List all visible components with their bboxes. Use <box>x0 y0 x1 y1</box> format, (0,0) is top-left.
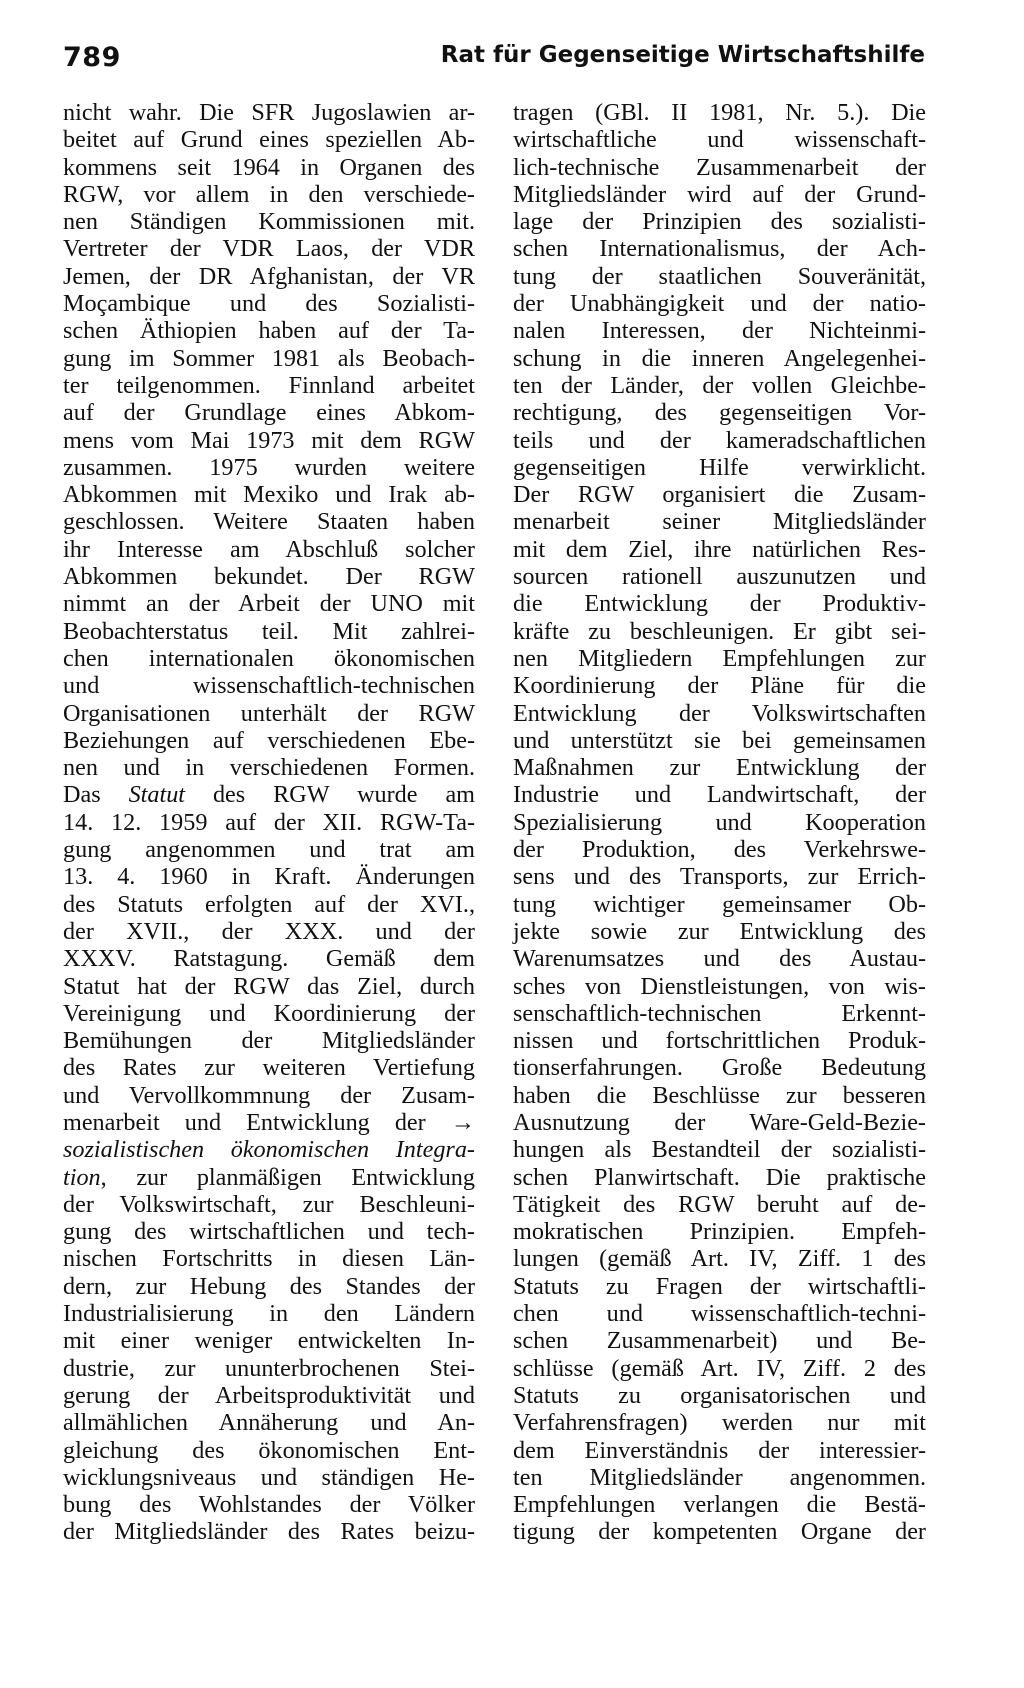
text-line: der XVII., der XXX. und der <box>63 917 475 945</box>
text-line: sourcen rationell auszunutzen und <box>513 563 926 591</box>
text-line: nimmt an der Arbeit der UNO mit <box>63 590 475 618</box>
text-line: des Statuts erfolgten auf der XVI., <box>63 890 475 918</box>
text-line: mit dem Ziel, ihre natürlichen Res- <box>513 535 926 563</box>
text-line: chen internationalen ökonomischen <box>63 644 475 672</box>
text-line: nischen Fortschritts in diesen Län- <box>63 1245 475 1273</box>
text-line: Organisationen unterhält der RGW <box>63 699 475 727</box>
text-line: RGW, vor allem in den verschiede- <box>63 180 475 208</box>
text-line: rechtigung, des gegenseitigen Vor- <box>513 399 926 427</box>
text-line: ihr Interesse am Abschluß solcher <box>63 535 475 563</box>
text-line: gegenseitigen Hilfe verwirklicht. <box>513 453 926 481</box>
text-line: kommens seit 1964 in Organen des <box>63 153 475 181</box>
text-line: mit einer weniger entwickelten In- <box>63 1327 475 1355</box>
text-line: senschaftlich-technischen Erkennt- <box>513 999 926 1027</box>
text-line: ten Mitgliedsländer angenommen. <box>513 1463 926 1491</box>
text-line: mokratischen Prinzipien. Empfeh- <box>513 1218 926 1246</box>
text-line: Koordinierung der Pläne für die <box>513 672 926 700</box>
text-line: Beobachterstatus teil. Mit zahlrei- <box>63 617 475 645</box>
text-line: Das Statut des RGW wurde am <box>63 781 475 809</box>
text-line: sens und des Transports, zur Errich- <box>513 863 926 891</box>
running-title: Rat für Gegenseitige Wirtschaftshilfe <box>440 42 925 68</box>
text-line: schlüsse (gemäß Art. IV, Ziff. 2 des <box>513 1354 926 1382</box>
text-line: tigung der kompetenten Organe der <box>513 1518 926 1546</box>
text-line: schen Planwirtschaft. Die praktische <box>513 1163 926 1191</box>
text-line: tion, zur planmäßigen Entwicklung <box>63 1163 475 1191</box>
text-line: schen Internationalismus, der Ach- <box>513 235 926 263</box>
text-line: lage der Prinzipien des sozialisti- <box>513 208 926 236</box>
text-line: schung in die inneren Angelegenhei- <box>513 344 926 372</box>
text-line: nen Mitgliedern Empfehlungen zur <box>513 644 926 672</box>
text-line: Empfehlungen verlangen die Bestä- <box>513 1491 926 1519</box>
text-column-left <box>63 99 475 1546</box>
text-line: Statuts zu Fragen der wirtschaftli- <box>513 1272 926 1300</box>
text-line: und Vervollkommnung der Zusam- <box>63 1081 475 1109</box>
text-line: Beziehungen auf verschiedenen Ebe- <box>63 726 475 754</box>
text-line: sches von Dienstleistungen, von wis- <box>513 972 926 1000</box>
text-line: gung im Sommer 1981 als Beobach- <box>63 344 475 372</box>
text-line: haben die Beschlüsse zur besseren <box>513 1081 926 1109</box>
text-line: XXXV. Ratstagung. Gemäß dem <box>63 945 475 973</box>
text-line: sozialistischen ökonomischen Integra- <box>63 1136 475 1164</box>
text-line: menarbeit und Entwicklung der → <box>63 1108 475 1136</box>
text-line: schen Äthiopien haben auf der Ta- <box>63 317 475 345</box>
text-line: tragen (GBl. II 1981, Nr. 5.). Die <box>513 99 926 126</box>
text-line: Entwicklung der Volkswirtschaften <box>513 699 926 727</box>
text-line: Moçambique und des Sozialisti- <box>63 290 475 318</box>
text-line: der Volkswirtschaft, zur Beschleuni- <box>63 1190 475 1218</box>
text-line: gerung der Arbeitsproduktivität und <box>63 1381 475 1409</box>
text-line: mens vom Mai 1973 mit dem RGW <box>63 426 475 454</box>
text-line: lungen (gemäß Art. IV, Ziff. 1 des <box>513 1245 926 1273</box>
page-number: 789 <box>63 42 121 73</box>
text-line: gung des wirtschaftlichen und tech- <box>63 1218 475 1246</box>
text-line: ten der Länder, der vollen Gleichbe- <box>513 371 926 399</box>
text-line: auf der Grundlage eines Abkom- <box>63 399 475 427</box>
text-line: dem Einverständnis der interessier- <box>513 1436 926 1464</box>
text-line: der Produktion, des Verkehrswe- <box>513 836 926 864</box>
text-line: beitet auf Grund eines speziellen Ab- <box>63 126 475 154</box>
text-line: Spezialisierung und Kooperation <box>513 808 926 836</box>
text-line: nen und in verschiedenen Formen. <box>63 754 475 782</box>
text-line: Warenumsatzes und des Austau- <box>513 945 926 973</box>
text-line: geschlossen. Weitere Staaten haben <box>63 508 475 536</box>
text-line: jekte sowie zur Entwicklung des <box>513 917 926 945</box>
text-line: und wissenschaftlich-technischen <box>63 672 475 700</box>
text-line: nen Ständigen Kommissionen mit. <box>63 208 475 236</box>
text-line: 14. 12. 1959 auf der XII. RGW-Ta- <box>63 808 475 836</box>
text-line: tionserfahrungen. Große Bedeutung <box>513 1054 926 1082</box>
text-line: allmählichen Annäherung und An- <box>63 1409 475 1437</box>
text-line: Statuts zu organisatorischen und <box>513 1381 926 1409</box>
text-line: Vereinigung und Koordinierung der <box>63 999 475 1027</box>
text-line: chen und wissenschaftlich-techni- <box>513 1300 926 1328</box>
text-line: tung wichtiger gemeinsamer Ob- <box>513 890 926 918</box>
text-line: des Rates zur weiteren Vertiefung <box>63 1054 475 1082</box>
text-line: Jemen, der DR Afghanistan, der VR <box>63 262 475 290</box>
text-line: Vertreter der VDR Laos, der VDR <box>63 235 475 263</box>
text-line: Industrialisierung in den Ländern <box>63 1300 475 1328</box>
text-line: gleichung des ökonomischen Ent- <box>63 1436 475 1464</box>
text-column-right <box>513 99 926 1546</box>
text-line: tung der staatlichen Souveränität, <box>513 262 926 290</box>
text-line: gung angenommen und trat am <box>63 836 475 864</box>
text-line: und unterstützt sie bei gemeinsamen <box>513 726 926 754</box>
text-line: dustrie, zur ununterbrochenen Stei- <box>63 1354 475 1382</box>
text-line: ter teilgenommen. Finnland arbeitet <box>63 371 475 399</box>
text-line: Maßnahmen zur Entwicklung der <box>513 754 926 782</box>
text-line: Tätigkeit des RGW beruht auf de- <box>513 1190 926 1218</box>
text-line: wirtschaftliche und wissenschaft- <box>513 126 926 154</box>
text-line: der Mitgliedsländer des Rates beizu- <box>63 1518 475 1546</box>
text-line: schen Zusammenarbeit) und Be- <box>513 1327 926 1355</box>
page-header <box>63 42 925 82</box>
text-line: lich-technische Zusammenarbeit der <box>513 153 926 181</box>
text-line: Der RGW organisiert die Zusam- <box>513 481 926 509</box>
text-line: Abkommen mit Mexiko und Irak ab- <box>63 481 475 509</box>
text-line: Statut hat der RGW das Ziel, durch <box>63 972 475 1000</box>
text-line: dern, zur Hebung des Standes der <box>63 1272 475 1300</box>
text-line: die Entwicklung der Produktiv- <box>513 590 926 618</box>
text-line: wicklungsniveaus und ständigen He- <box>63 1463 475 1491</box>
text-line: nalen Interessen, der Nichteinmi- <box>513 317 926 345</box>
text-line: hungen als Bestandteil der sozialisti- <box>513 1136 926 1164</box>
text-line: Verfahrensfragen) werden nur mit <box>513 1409 926 1437</box>
text-line: Abkommen bekundet. Der RGW <box>63 563 475 591</box>
text-line: menarbeit seiner Mitgliedsländer <box>513 508 926 536</box>
text-line: zusammen. 1975 wurden weitere <box>63 453 475 481</box>
text-line: nicht wahr. Die SFR Jugoslawien ar- <box>63 99 475 126</box>
text-line: kräfte zu beschleunigen. Er gibt sei- <box>513 617 926 645</box>
text-line: bung des Wohlstandes der Völker <box>63 1491 475 1519</box>
text-line: Bemühungen der Mitgliedsländer <box>63 1027 475 1055</box>
text-line: teils und der kameradschaftlichen <box>513 426 926 454</box>
text-line: Ausnutzung der Ware-Geld-Bezie- <box>513 1108 926 1136</box>
text-line: der Unabhängigkeit und der natio- <box>513 290 926 318</box>
text-line: 13. 4. 1960 in Kraft. Änderungen <box>63 863 475 891</box>
text-line: nissen und fortschrittlichen Produk- <box>513 1027 926 1055</box>
text-line: Mitgliedsländer wird auf der Grund- <box>513 180 926 208</box>
text-line: Industrie und Landwirtschaft, der <box>513 781 926 809</box>
